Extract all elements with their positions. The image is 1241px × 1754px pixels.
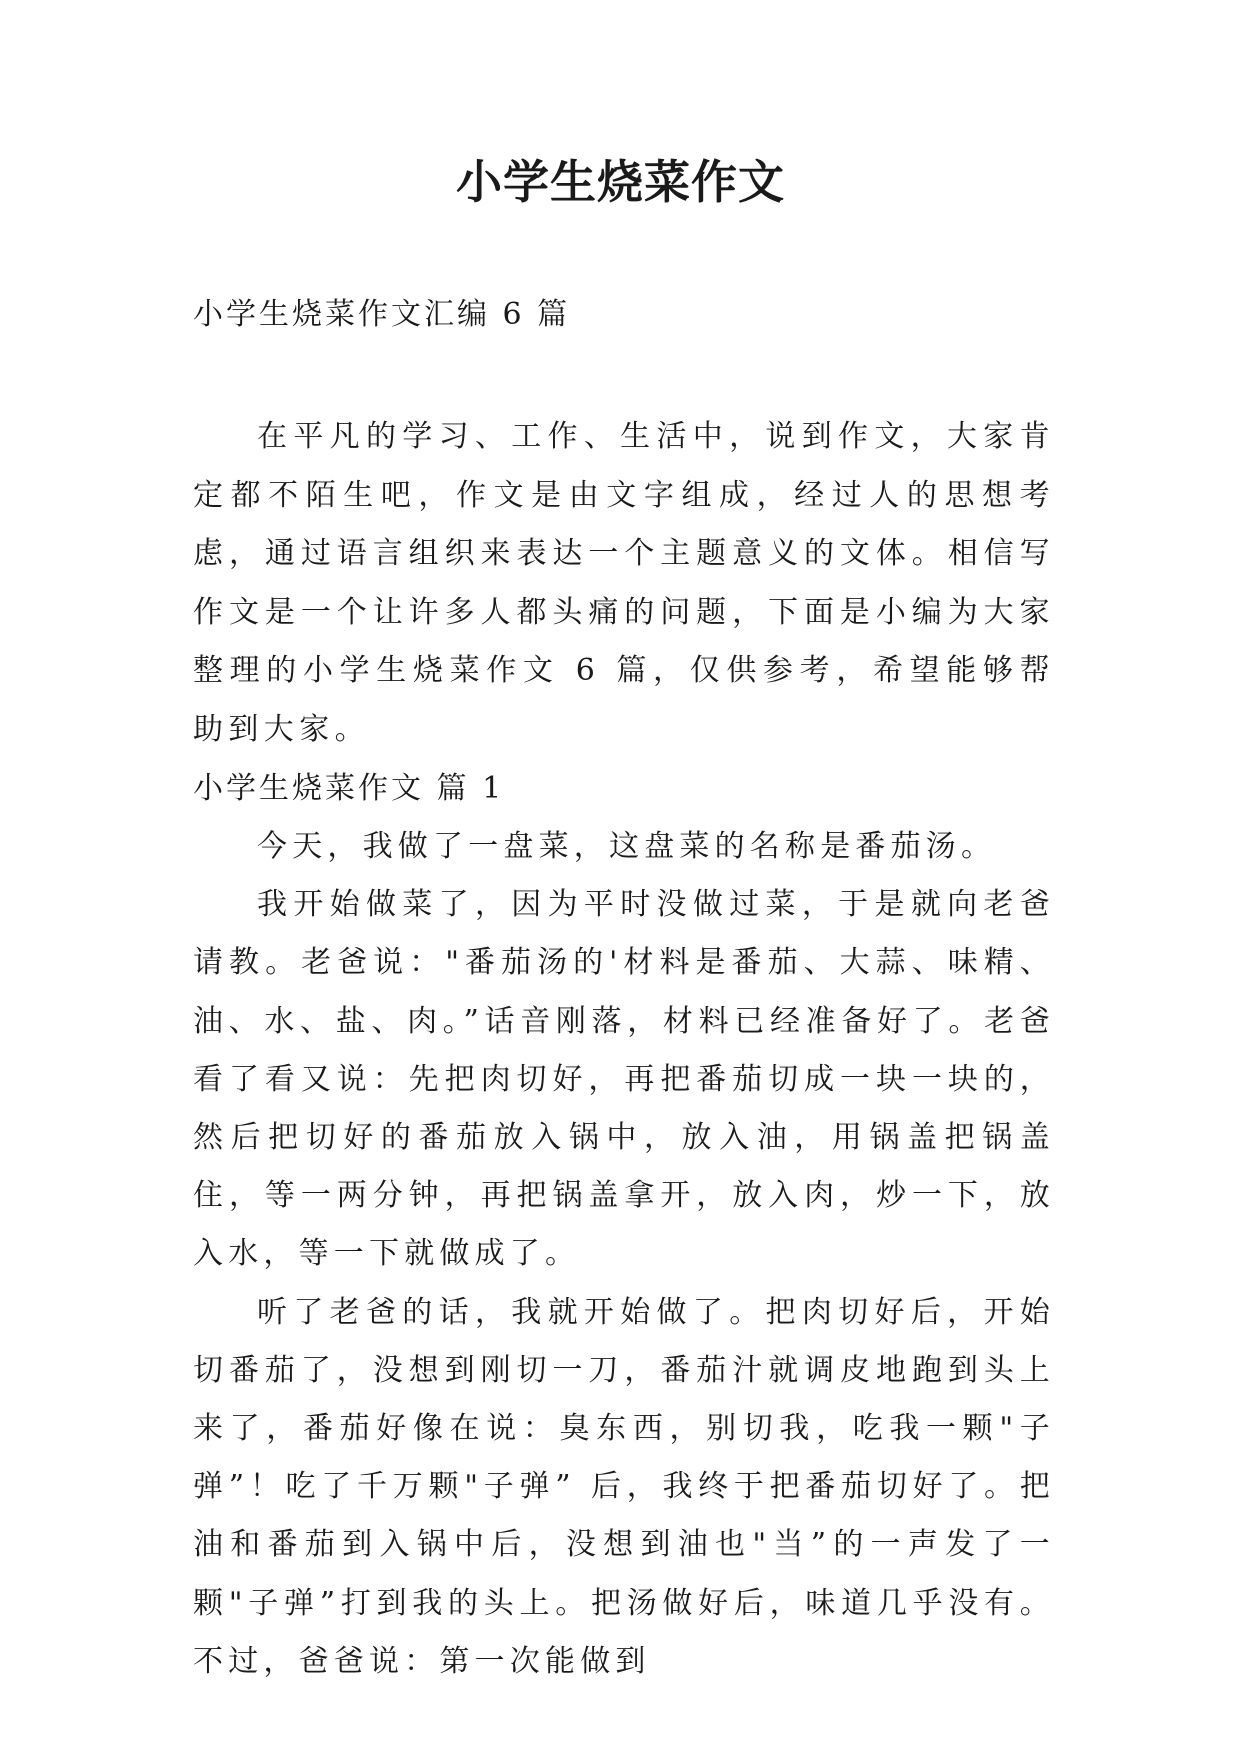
- section-heading: 小学生烧菜作文 篇 1: [193, 771, 505, 806]
- essay-paragraph: 今天，我做了一盘菜，这盘菜的名称是番茄汤。: [257, 829, 997, 864]
- essay-paragraph: 我开始做菜了，因为平时没做过菜，于是就向老爸请教。老爸说："番茄汤的'材料是番茄、大蒜、味精、油、水、盐、肉。”话音刚落，材料已经准备好了。老爸看了看又说：先把肉切好，再把番茄切成一块一块的，然后把切好的番茄放入锅中，放入油，用锅盖把锅盖住，等一两分钟，再把锅盖拿开，放入肉，炒一下，放入水，等一下就做成了。: [193, 887, 1055, 1272]
- document-subtitle: 小学生烧菜作文汇编 6 篇: [193, 297, 571, 332]
- essay-paragraph: 听了老爸的话，我就开始做了。把肉切好后，开始切番茄了，没想到刚切一刀，番茄汁就调皮地跑到头上来了，番茄好像在说：臭东西，别切我，吃我一颗"子弹”！吃了千万颗"子弹” 后，我终于把番茄切好了。把油和番茄到入锅中后，没想到油也"当”的一声发了一颗"子弹”打到我的头上。把汤做好后，味道几乎没有。不过，爸爸说：第一次能做到: [193, 1294, 1055, 1679]
- document-title: 小学生烧菜作文: [456, 155, 785, 209]
- essay-body: [193, 818, 1055, 1691]
- intro-paragraph: 在平凡的学习、工作、生活中，说到作文，大家肯定都不陌生吧，作文是由文字组成，经过人的思想考虑，通过语言组织来表达一个主题意义的文体。相信写作文是一个让许多人都头痛的问题，下面是小编为大家整理的小学生烧菜作文 6 篇，仅供参考，希望能够帮助到大家。: [193, 419, 1055, 747]
